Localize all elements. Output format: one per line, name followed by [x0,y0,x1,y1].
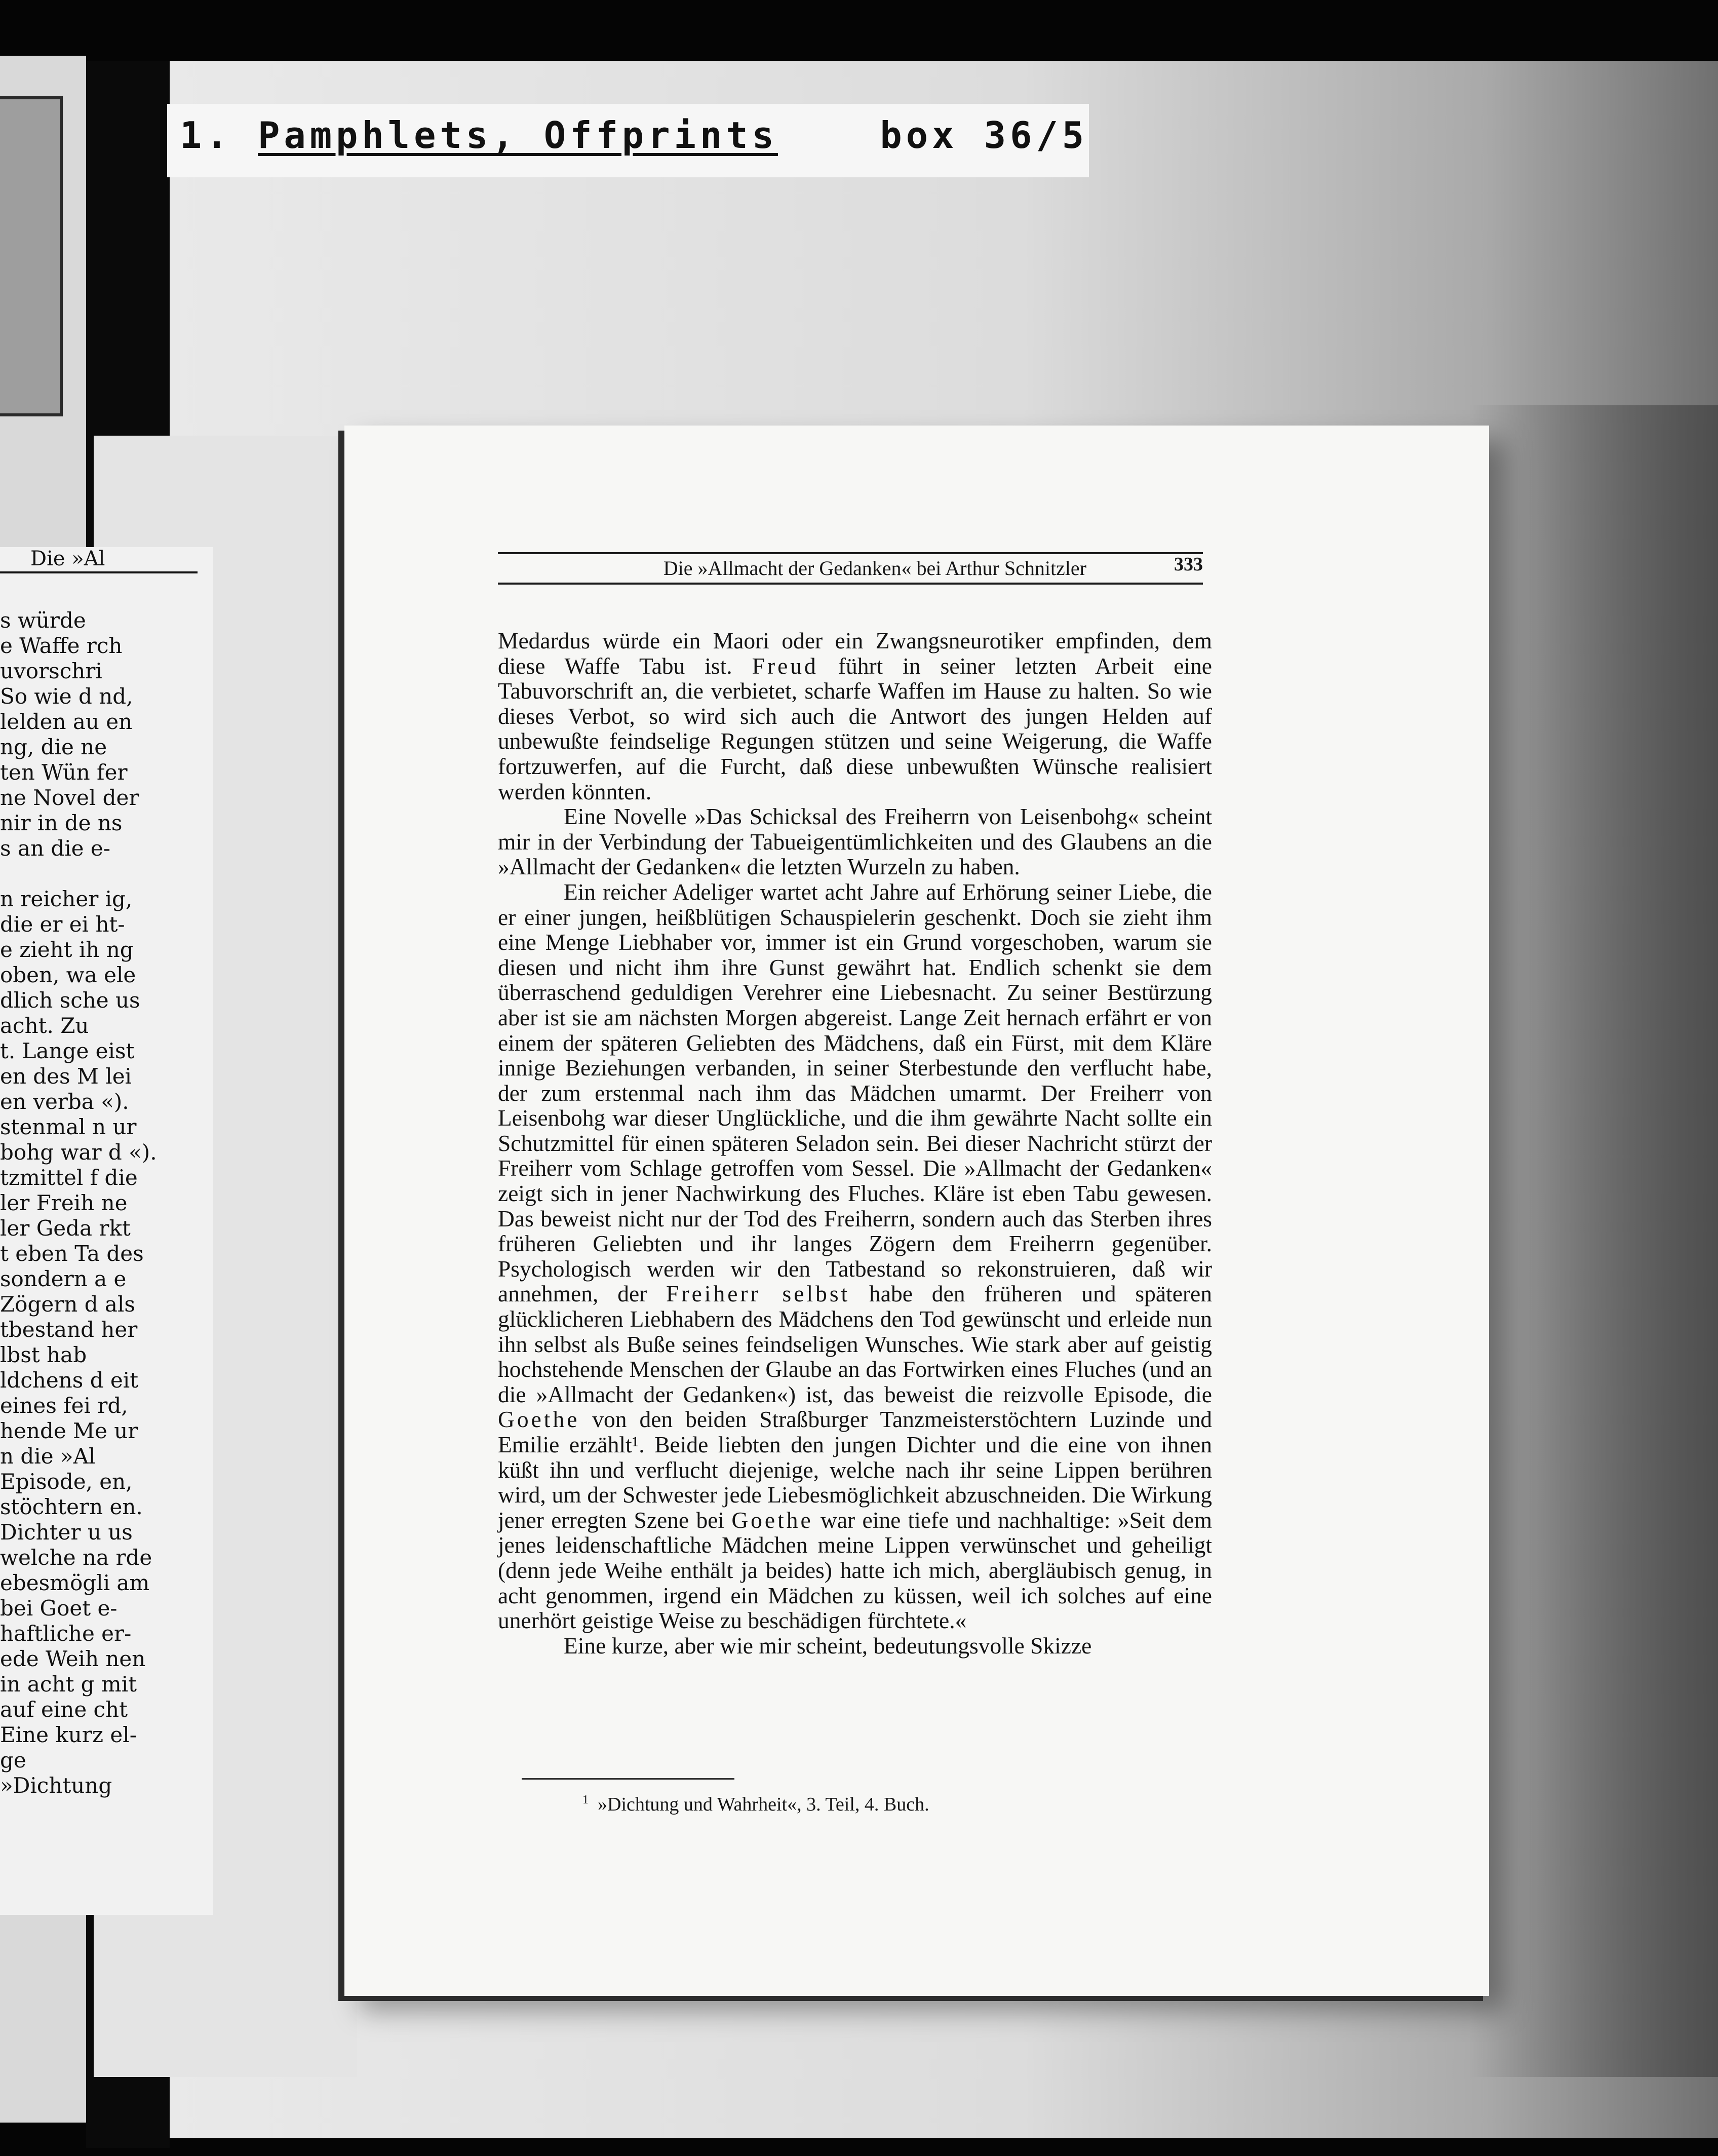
paragraph [498,879,1212,1633]
text-run: führt in seiner letzten Arbeit eine Tabuvorschrift an, die verbietet, scharfe Waffen im Hause zu halten. So wie dieses Verbot, so wird sich auch die Antwort des jungen Helden auf unbewußte feindselige Regungen stützen und seine Weigerung, die Waffe fortzuwerfen, auf die Furcht, daß diese unbewußten Wünsche realisiert werden könnten. [498,652,1212,804]
adjacent-page-line: stenmal n ur [0,1114,137,1139]
body-text [498,628,1212,1658]
adjacent-page-line: eines fei rd, [0,1393,128,1418]
adjacent-page-lines [0,608,213,1798]
adjacent-page-line: Episode, en, [0,1469,133,1494]
footnote-rule [522,1778,734,1780]
emphasized-name: Goethe [731,1507,813,1533]
adjacent-page-line: stöchtern en. [0,1494,143,1519]
adjacent-page-fragment [0,547,213,1915]
adjacent-page-line: dlich sche us [0,988,140,1013]
adjacent-page-line: ge [0,1748,26,1773]
adjacent-page-line: en des M lei [0,1064,132,1089]
adjacent-page-line: nir in de ns [0,811,123,835]
adjacent-page-line: ng, die ne [0,735,107,759]
adjacent-page-line: uvorschri [0,659,102,683]
adjacent-page-line: haftliche er- [0,1621,132,1646]
board-shadow [1469,405,1718,2077]
adjacent-page-line: s würde [0,608,86,633]
paragraph [498,1633,1212,1659]
adjacent-page-line: sondern a e [0,1266,127,1291]
emphasized-name: Freiherr selbst [666,1281,850,1307]
adjacent-page-line: s an die e- [0,836,110,861]
adjacent-page-line: ede Weih nen [0,1646,146,1671]
footnote [582,1793,929,1816]
footnote-mark: 1 [582,1793,589,1807]
emphasized-name: Goethe [498,1406,580,1433]
running-head-title: Die »Allmacht der Gedanken« bei Arthur Schnitzler [663,557,1086,580]
adjacent-page-line: ne Novel der [0,785,139,810]
footnote-text: »Dichtung und Wahrheit«, 3. Teil, 4. Buch. [598,1794,929,1815]
adjacent-page-line: acht. Zu [0,1013,89,1038]
page-number: 333 [1174,554,1203,575]
adjacent-page-line: bei Goet e- [0,1596,118,1621]
adjacent-page-line: auf eine cht [0,1697,128,1722]
adjacent-page-line: Dichter u us [0,1520,133,1545]
adjacent-page-line: in acht g mit [0,1672,137,1697]
adjacent-page-line: tzmittel f die [0,1165,138,1190]
paragraph [498,804,1212,879]
adjacent-page-line: ldchens d eit [0,1368,139,1393]
text-run: Eine kurze, aber wie mir scheint, bedeutungsvolle Skizze [564,1632,1092,1659]
adjacent-page-line: lelden au en [0,709,133,734]
text-run: von den beiden Straßburger Tanzmeisterstöchtern Luzinde und Emilie erzählt¹. Beide liebten den jungen Dichter und die eine von ihnen küßt ihn und verflucht diejenige, welche nach ihr seine Lippen berühren wird, um der Schwester jede Liebesmöglichkeit abzuschneiden. Die Wirkung jener erregten Szene bei [498,1406,1212,1533]
adjacent-page-line: Eine kurz el- [0,1722,137,1747]
archive-label [180,114,1088,157]
archive-label-box: box 36/5 [880,114,1088,157]
adjacent-page-line: en verba «). [0,1089,129,1114]
adjacent-page-line: t eben Ta des [0,1241,144,1266]
text-run: war eine tiefe und nachhaltige: »Seit dem jenes leidenschaftliche Mädchen meine Lippen verwünschet und geheiligt (denn jede Weihe enthält ja beides) hatte ich mich, abergläubisch genug, in acht genommen, irgend ein Mädchen zu küssen, weil ich solches auf eine unerhört geistige Weise zu beschädigen fürchtete.« [498,1507,1212,1634]
adjacent-page-line: tbestand her [0,1317,138,1342]
text-run: Eine Novelle »Das Schicksal des Freiherrn von Leisenbohg« scheint mir in der Verbindung der Tabueigentümlichkeiten und des Glaubens an die »Allmacht der Gedanken« die letzten Wurzeln zu haben. [498,803,1212,880]
adjacent-page-line: n reicher ig, [0,887,133,911]
adjacent-page-line: Zögern d als [0,1292,135,1317]
adjacent-page-line: oben, wa ele [0,962,136,987]
text-run: habe den früheren und späteren glücklicheren Liebhabern des Mädchens den Tod gewünscht und erleide nun ihn selbst als Buße seines feindseligen Wunsches. Wie stark aber auf geistig hochstehende Menschen der Glaube an das Fortwirken eines Fluches (und an die »Allmacht der Gedanken«) ist, das beweist die reizvolle Episode, die [498,1281,1212,1407]
adjacent-page-line: lbst hab [0,1342,87,1367]
adjacent-page-line: ten Wün fer [0,760,128,785]
top-rule [498,552,1203,554]
paragraph [498,628,1212,804]
adjacent-page-line: e Waffe rch [0,633,123,658]
adjacent-page-line: bohg war d «). [0,1140,157,1165]
adjacent-page-line: n die »Al [0,1444,96,1469]
adjacent-page-line: hende Me ur [0,1418,138,1443]
text-run: Medardus würde ein Maori oder ein Zwangsneurotiker empfinden, dem diese Waffe Tabu ist. [498,628,1212,679]
adjacent-page-line: e zieht ih ng [0,937,134,962]
adjacent-page-line: die er ei ht- [0,912,125,937]
running-head [498,556,1203,582]
adjacent-page-line: So wie d nd, [0,684,133,709]
adjacent-page-rule [0,571,198,573]
head-rule [498,583,1203,585]
adjacent-page-head: Die »Al [30,547,105,570]
archive-label-number: 1. [180,114,232,157]
adjacent-page-line: »Dichtung [0,1773,112,1798]
adjacent-photo [0,96,63,416]
document-page [344,426,1489,1996]
adjacent-page-line: t. Lange eist [0,1038,135,1063]
adjacent-page-line [0,861,213,887]
adjacent-page-line: ler Geda rkt [0,1216,131,1241]
emphasized-name: Freud [752,652,818,679]
archive-label-category: Pamphlets, Offprints [258,114,778,157]
adjacent-page-line: ebesmögli am [0,1570,150,1595]
adjacent-page-line: welche na rde [0,1545,152,1570]
text-run: Ein reicher Adeliger wartet acht Jahre auf Erhörung seiner Liebe, die er einer jungen, heißblütigen Schauspielerin geschenkt. Doch sie zieht ihm eine Menge Liebhaber vor, immer ist ein Grund vorgeschoben, warum sie diesen und nicht ihm ihre Gunst gewährt hat. Endlich schenkt sie dem überraschend geduldigen Verehrer eine Liebesnacht. Zu seiner Bestürzung aber ist sie am nächsten Morgen abgereist. Lange Zeit hernach erfährt er von einem der späteren Geliebten des Mädchens, daß ein Fürst, mit dem Kläre innige Beziehungen verbanden, in seiner Sterbestunde den verflucht habe, der zum erstenmal nach ihm das Mädchen umarmt. Der Freiherr von Leisenbohg war dieser Unglückliche, und die ihm gewährte Nacht sollte ein Schutzmittel für einen späteren Seladon sein. Bei dieser Nachricht stürzt der Freiherr vom Schlage getroffen vom Sessel. Die »Allmacht der Gedanken« zeigt sich in jener Nachwirkung des Fluches. Kläre ist eben Tabu gewesen. Das beweist nicht nur der Tod des Freiherrn, sondern auch das Sterben ihres früheren Geliebten und ihr langes Zögern dem Freiherrn gegenüber. Psychologisch werden wir den Tatbestand so rekonstruieren, daß wir annehmen, der [498,878,1212,1307]
adjacent-page-line: ler Freih ne [0,1190,128,1215]
